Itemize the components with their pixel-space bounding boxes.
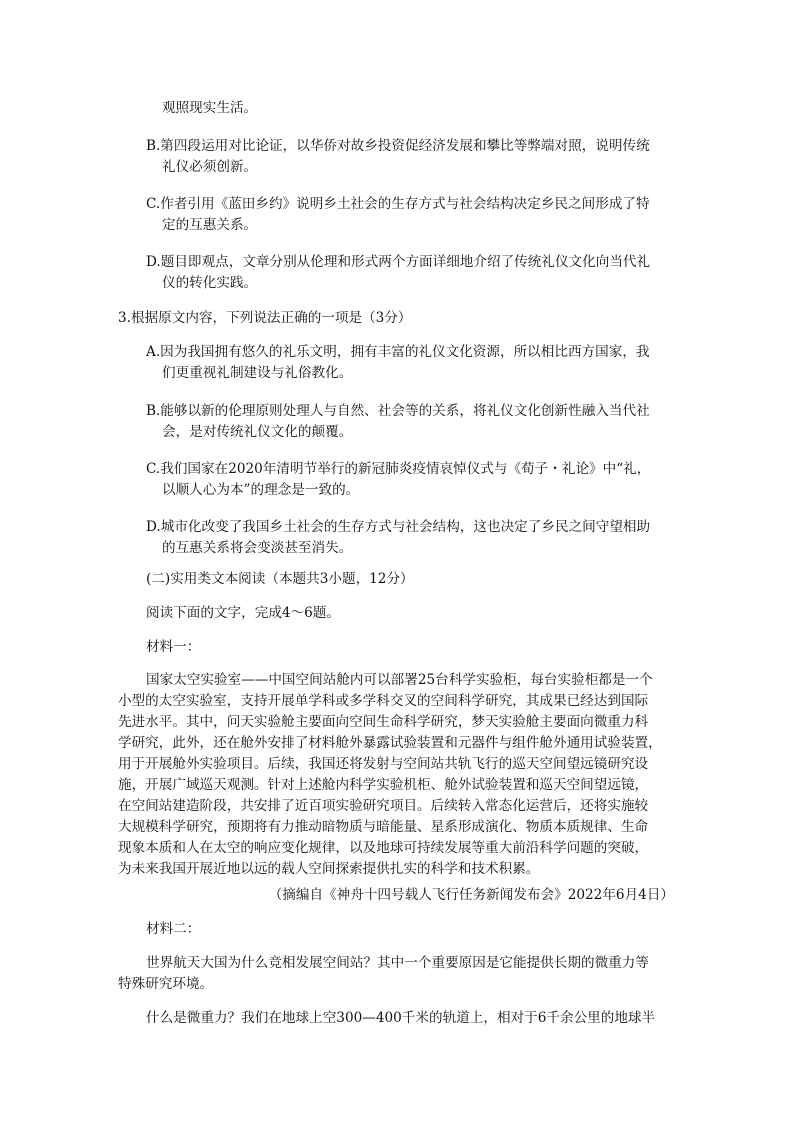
material-two-line: 特殊研究环境。 bbox=[118, 976, 214, 992]
reading-instruction: 阅读下面的文字，完成4～6题。 bbox=[146, 605, 341, 621]
q3-option-d-line1: D.城市化改变了我国乡土社会的生存方式与社会结构，这也决定了乡民之间守望相助 bbox=[146, 519, 651, 535]
material-one-line: 现象本质和人在太空的响应变化规律，以及地球可持续发展等重大前沿科学问题的突破， bbox=[118, 840, 649, 856]
material-one-line: 小型的太空实验室，支持开展单学科或多学科交叉的空间科学研究，其成果已经达到国际 bbox=[118, 693, 649, 709]
q3-option-a-line1: A.因为我国拥有悠久的礼乐文明，拥有丰富的礼仪文化资源，所以相比西方国家，我 bbox=[146, 344, 650, 360]
material-one-line: 先进水平。其中，问天实验舱主要面向空间生命科学研究，梦天实验舱主要面向微重力科 bbox=[118, 714, 649, 730]
q3-option-c-line2: 以顺人心为本”的理念是一致的。 bbox=[162, 482, 360, 498]
q2-option-c-line2: 定的互惠关系。 bbox=[162, 217, 258, 233]
q3-option-a-line2: 们更重视礼制建设与礼俗教化。 bbox=[162, 365, 353, 381]
q2-option-b-line2: 礼仪必须创新。 bbox=[162, 159, 258, 175]
q3-stem: 3.根据原文内容，下列说法正确的一项是（3分） bbox=[118, 310, 412, 326]
material-two-line: 世界航天大国为什么竞相发展空间站？其中一个重要原因是它能提供长期的微重力等 bbox=[146, 955, 649, 971]
material-one-line: 在空间站建造阶段，共安排了近百项实验研究项目。后续转入常态化运营后，还将实施较 bbox=[118, 798, 649, 814]
material-one-line: 学研究，此外，还在舱外安排了材料舱外暴露试验装置和元器件与组件舱外通用试验装置， bbox=[118, 735, 662, 751]
material-one-source: （摘编自《神舟十四号载人飞行任务新闻发布会》2022年6月4日） bbox=[268, 887, 674, 903]
material-one-line: 大规模科学研究，预期将有力推动暗物质与暗能量、星系形成演化、物质本质规律、生命 bbox=[118, 819, 649, 835]
material-two-label: 材料二： bbox=[146, 921, 201, 937]
q3-option-b-line2: 会，是对传统礼仪文化的颠覆。 bbox=[162, 424, 353, 440]
q2-a-tail: 观照现实生活。 bbox=[162, 100, 258, 116]
section-heading: (二)实用类文本阅读（本题共3小题，12分） bbox=[146, 571, 414, 587]
q3-option-b-line1: B.能够以新的伦理原则处理人与自然、社会等的关系，将礼仪文化创新性融入当代社 bbox=[146, 403, 650, 419]
q2-option-b-line1: B.第四段运用对比论证，以华侨对故乡投资促经济发展和攀比等弊端对照，说明传统 bbox=[146, 138, 650, 154]
material-one-line: 用于开展舱外实验项目。后续，我国还将发射与空间站共轨飞行的巡天空间望远镜研究设 bbox=[118, 756, 649, 772]
material-one-line: 为未来我国开展近地以远的载人空间探索提供扎实的科学和技术积累。 bbox=[118, 861, 540, 877]
q2-option-d-line1: D.题目即观点，文章分别从伦理和形式两个方面详细地介绍了传统礼仪文化向当代礼 bbox=[146, 254, 651, 270]
material-one-label: 材料一： bbox=[146, 639, 201, 655]
material-one-line: 国家太空实验室——中国空间站舱内可以部署25台科学实验柜，每台实验柜都是一个 bbox=[146, 672, 653, 688]
q3-option-d-line2: 的互惠关系将会变淡甚至消失。 bbox=[162, 540, 353, 556]
q2-option-c-line1: C.作者引用《蓝田乡约》说明乡土社会的生存方式与社会结构决定乡民之间形成了特 bbox=[146, 196, 650, 212]
q2-option-d-line2: 仪的转化实践。 bbox=[162, 275, 258, 291]
q3-option-c-line1: C.我们国家在2020年清明节举行的新冠肺炎疫情哀悼仪式与《荀子・礼论》中“礼， bbox=[146, 461, 651, 477]
material-two-line: 什么是微重力？我们在地球上空300—400千米的轨道上，相对于6千余公里的地球半 bbox=[146, 1010, 656, 1026]
material-one-line: 施，开展广域巡天观测。针对上述舱内科学实验机柜、舱外试验装置和巡天空间望远镜， bbox=[118, 777, 649, 793]
